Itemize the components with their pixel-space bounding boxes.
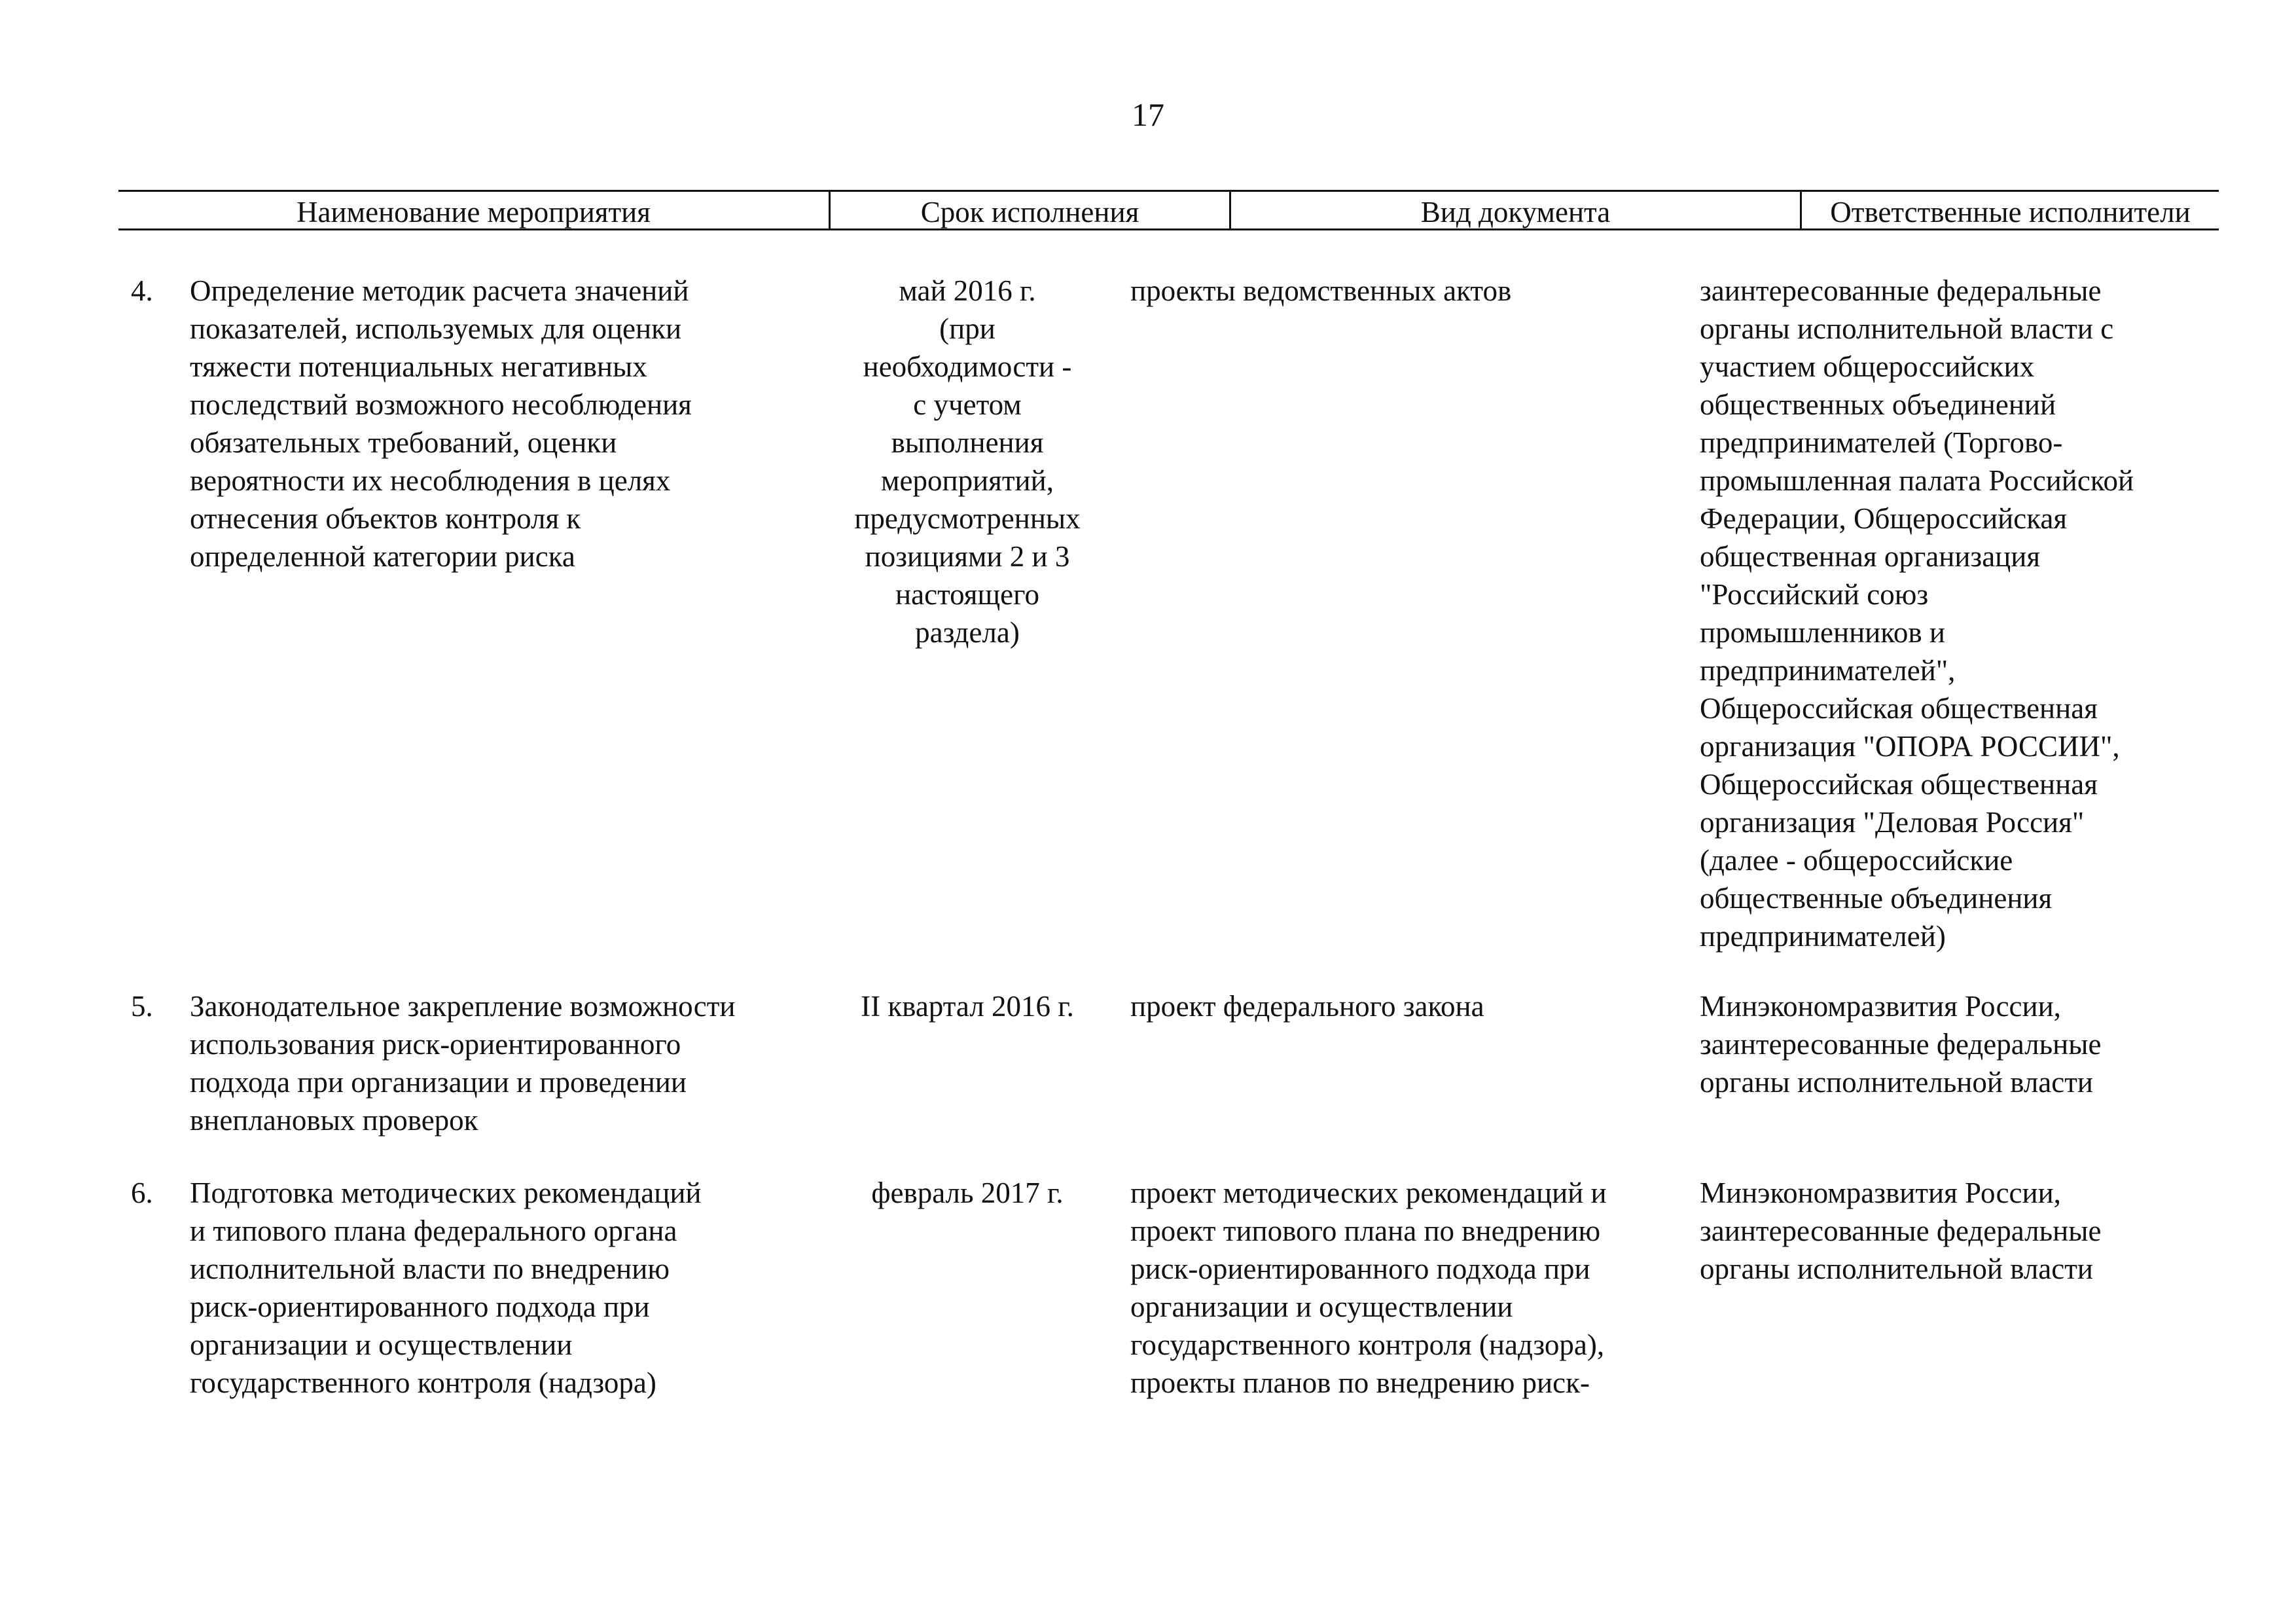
document-type-cell: проект методических рекомендаций и проект типового плана по внедрению риск-ориентированного подхода при организации и осуществлении государственного контроля (надзора), проекты планов по внедрению риск- — [1130, 1176, 1607, 1399]
header-document-type: Вид документа — [1420, 196, 1611, 228]
deadline-cell: май 2016 г. (при необходимости - с учетом выполнения мероприятий, предусмотренных позициями 2 и 3 настоящего раздела) — [854, 274, 1081, 649]
event-name-cell: Определение методик расчета значений показателей, используемых для оценки тяжести потенциальных негативных последствий возможного несоблюдения обязательных требований, оценки вероятности их несоблюдения в целях отнесения объектов контроля к определенной категории риска — [190, 274, 692, 573]
row-number: 5. — [131, 990, 153, 1023]
page-number: 17 — [1132, 96, 1164, 133]
responsible-cell: Минэкономразвития России, заинтересованные федеральные органы исполнительной власти — [1700, 990, 2102, 1099]
responsible-cell: Минэкономразвития России, заинтересованные федеральные органы исполнительной власти — [1700, 1176, 2102, 1285]
document-type-cell: проект федерального закона — [1130, 990, 1484, 1023]
header-deadline: Срок исполнения — [920, 196, 1139, 228]
header-event-name: Наименование мероприятия — [296, 196, 651, 228]
responsible-cell: заинтересованные федеральные органы исполнительной власти с участием общероссийских общественных объединений предпринимателей (Торгово- промышленная палата Российской Федерации, Общероссийская общественная организация "Российский союз промышленников и предпринимателей", Общероссийская общественная организация "ОПОРА РОССИИ", Общероссийская общественная организация "Деловая Россия" (далее - общероссийские общественные объединения предпринимателей) — [1700, 274, 2134, 953]
row-number: 4. — [131, 274, 153, 307]
event-name-cell: Подготовка методических рекомендаций и типового плана федерального органа исполнительной власти по внедрению риск-ориентированного подхода при организации и осуществлении государственного контроля (надзора) — [190, 1176, 702, 1399]
event-name-cell: Законодательное закрепление возможности использования риск-ориентированного подхода при организации и проведении внеплановых проверок — [190, 990, 736, 1137]
deadline-cell: февраль 2017 г. — [871, 1176, 1064, 1209]
table-header — [118, 190, 2219, 230]
deadline-cell: II квартал 2016 г. — [861, 990, 1074, 1023]
document-type-cell: проекты ведомственных актов — [1130, 274, 1512, 307]
header-responsible: Ответственные исполнители — [1830, 196, 2191, 228]
row-number: 6. — [131, 1176, 153, 1209]
